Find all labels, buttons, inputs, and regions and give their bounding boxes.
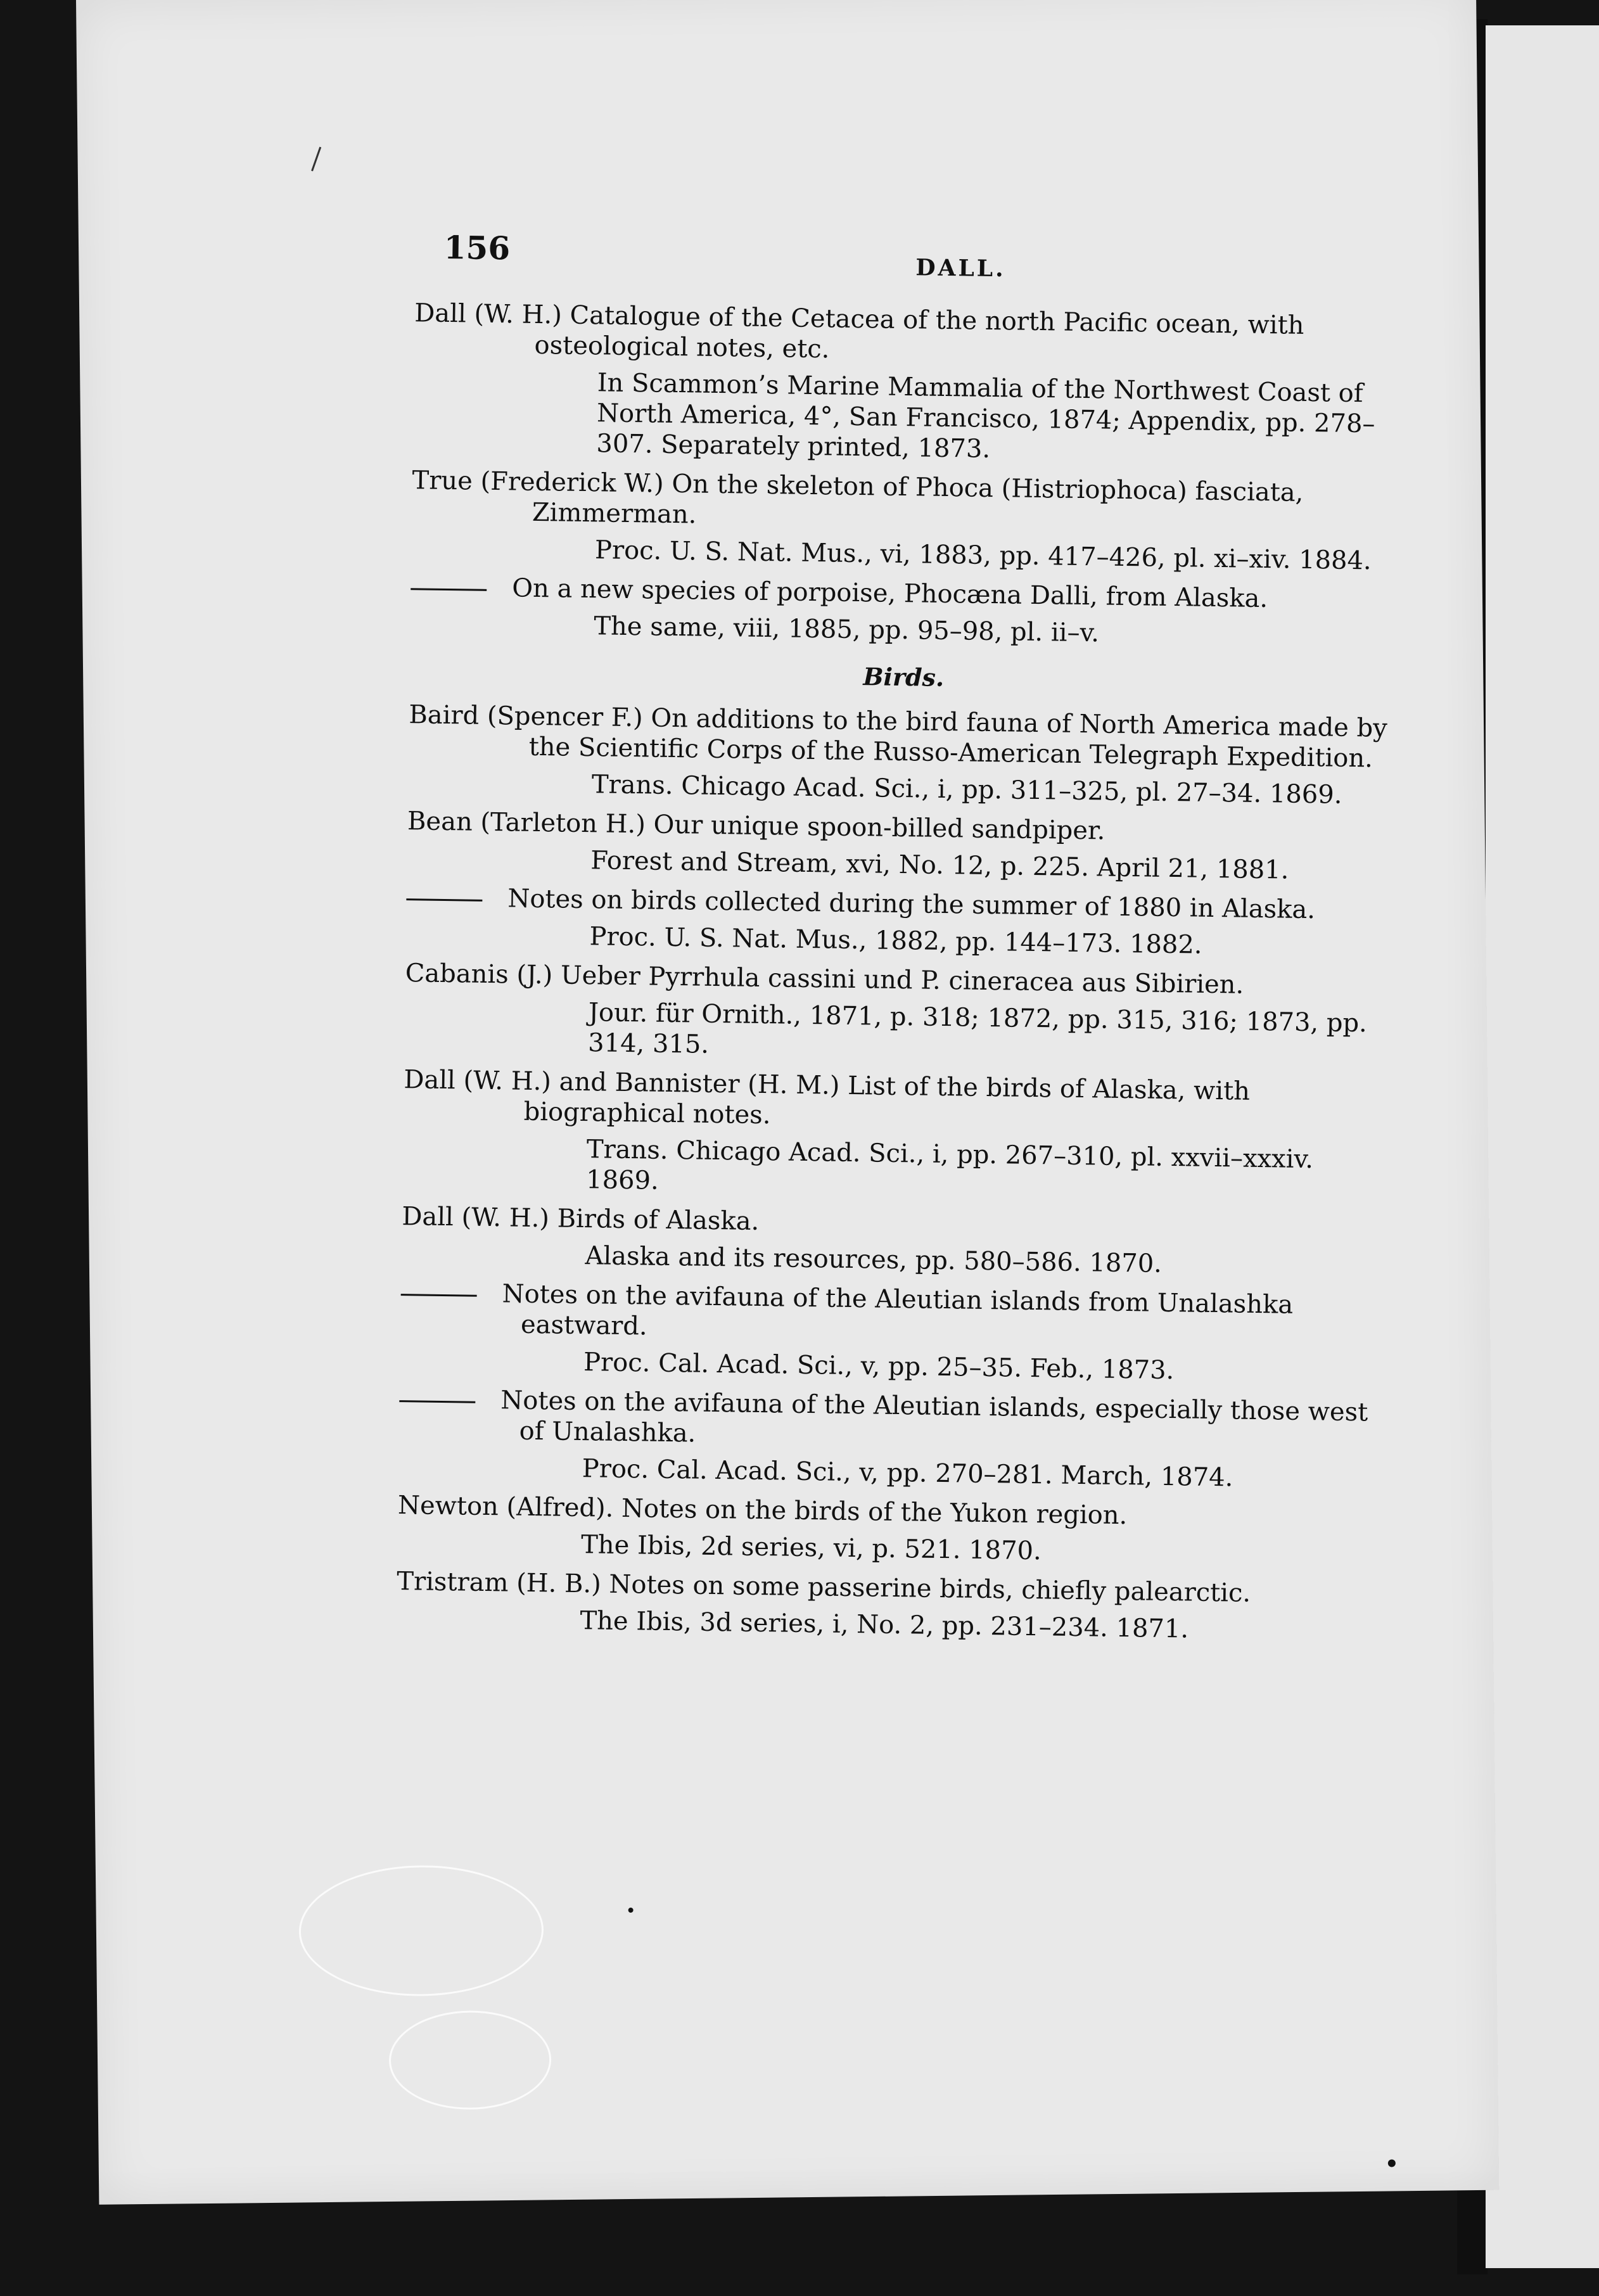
bibliography-entry xyxy=(405,882,1394,963)
entry-reference: Proc. U. S. Nat. Mus., 1882, pp. 144–173. 1882. xyxy=(589,922,1202,960)
facing-page-edge xyxy=(1486,25,1599,2268)
page-content xyxy=(72,0,1502,2204)
entry-heading: Dall (W. H.) Birds of Alaska. xyxy=(402,1202,760,1236)
entry-heading: Notes on birds collected during the summer of 1880 in Alaska. xyxy=(507,884,1316,925)
bibliography-entry xyxy=(401,1201,1390,1282)
ink-speck xyxy=(1388,2159,1396,2167)
ditto-dash xyxy=(406,898,482,902)
ditto-dash xyxy=(399,1400,475,1403)
entry-heading: Tristram (H. B.) Notes on some passerine birds, chiefly palearctic. xyxy=(397,1567,1251,1608)
entry-reference: The same, viii, 1885, pp. 95–98, pl. ii–v. xyxy=(594,611,1100,648)
entry-heading: True (Frederick W.) On the skeleton of Phoca (Histriophoca) fasciata, Zimmerman. xyxy=(412,466,1304,530)
bibliography-entry xyxy=(408,699,1398,811)
entry-heading: Bean (Tarleton H.) Our unique spoon-billed sandpiper. xyxy=(407,807,1105,846)
entry-reference: Proc. U. S. Nat. Mus., vi, 1883, pp. 417–426, pl. xi–xiv. 1884. xyxy=(594,535,1372,576)
entry-reference: Proc. Cal. Acad. Sci., v, pp. 270–281. March, 1874. xyxy=(582,1454,1233,1493)
entry-reference: Trans. Chicago Acad. Sci., i, pp. 267–310, pl. xxvii–xxxiv. 1869. xyxy=(585,1135,1314,1196)
entry-heading: Dall (W. H.) Catalogue of the Cetacea of the north Pacific ocean, with osteological notes, etc. xyxy=(414,298,1304,364)
book-page xyxy=(76,0,1499,2205)
entry-heading: Cabanis (J.) Ueber Pyrrhula cassini und P. cineracea aus Sibirien. xyxy=(405,959,1244,1000)
entry-reference: Forest and Stream, xvi, No. 12, p. 225. April 21, 1881. xyxy=(590,846,1289,885)
bibliography-entry xyxy=(407,806,1396,887)
running-head: DALL. xyxy=(915,254,1006,283)
section-title-birds: Birds. xyxy=(863,662,945,692)
entry-heading: Newton (Alfred). Notes on the birds of the Yukon region. xyxy=(397,1491,1128,1531)
entry-reference: Trans. Chicago Acad. Sci., i, pp. 311–325, pl. 27–34. 1869. xyxy=(591,770,1342,810)
entry-heading: Dall (W. H.) and Bannister (H. M.) List of the birds of Alaska, with biographical notes. xyxy=(404,1065,1251,1130)
entry-heading: Baird (Spencer F.) On additions to the bird fauna of North America made by the Scientific Corps of the Russo-American Telegraph Expedition. xyxy=(409,700,1388,774)
bibliography-entry xyxy=(402,1064,1392,1206)
bibliography-entry xyxy=(398,1384,1388,1495)
entry-heading: Notes on the avifauna of the Aleutian islands from Unalashka eastward. xyxy=(502,1279,1294,1341)
page-header xyxy=(443,229,1394,293)
entry-heading: Notes on the avifauna of the Aleutian islands, especially those west of Unalashka. xyxy=(500,1386,1368,1448)
bibliography-entry xyxy=(396,1566,1385,1647)
entry-reference: Jour. für Ornith., 1871, p. 318; 1872, pp. 315, 316; 1873, pp. 314, 315. xyxy=(587,998,1368,1059)
ink-speck xyxy=(628,1908,634,1913)
entry-reference: In Scammon’s Marine Mammalia of the Northwest Coast of North America, 4°, San Francisco, 1874; Appendix, pp. 278–307. Separately printed, 1873. xyxy=(596,368,1375,464)
bibliography-text xyxy=(396,298,1403,1656)
bibliography-entry xyxy=(410,571,1399,653)
bibliography-entry xyxy=(411,465,1401,577)
ditto-dash xyxy=(411,588,487,591)
entry-reference: Proc. Cal. Acad. Sci., v, pp. 25–35. Feb., 1873. xyxy=(583,1348,1175,1386)
entry-heading: On a new species of porpoise, Phocæna Dalli, from Alaska. xyxy=(511,573,1268,614)
ditto-dash xyxy=(401,1294,477,1297)
page-number: 156 xyxy=(443,228,511,267)
entry-reference: The Ibis, 2d series, vi, p. 521. 1870. xyxy=(580,1530,1042,1566)
bibliography-entry xyxy=(404,958,1394,1069)
bibliography-entry xyxy=(412,298,1403,470)
bibliography-entry xyxy=(400,1277,1389,1389)
bibliography-entry xyxy=(397,1490,1386,1571)
entry-reference: Alaska and its resources, pp. 580–586. 1870. xyxy=(585,1241,1163,1279)
entry-reference: The Ibis, 3d series, i, No. 2, pp. 231–234. 1871. xyxy=(580,1606,1189,1644)
